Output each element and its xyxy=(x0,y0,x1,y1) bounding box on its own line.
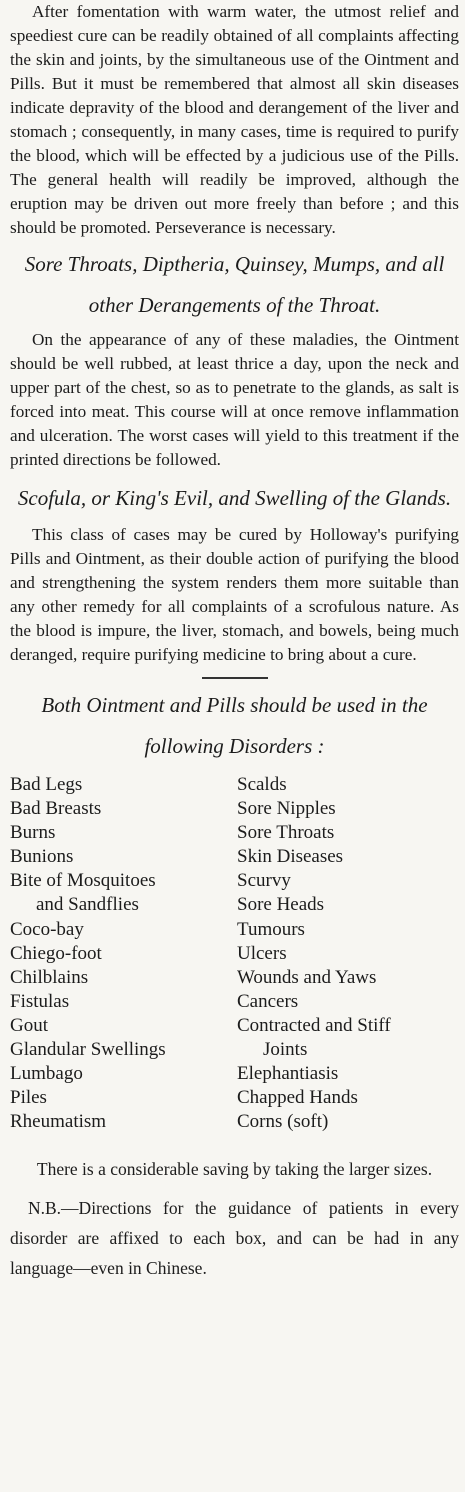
list-item: Scurvy xyxy=(237,870,291,892)
list-item: Bunions xyxy=(10,846,74,868)
list-item: Sore Nipples xyxy=(237,798,336,820)
list-item: Joints xyxy=(263,1039,308,1061)
list-item: Ulcers xyxy=(237,942,287,964)
disorders-list xyxy=(10,773,459,1134)
list-item: Tumours xyxy=(237,918,305,940)
list-item: Lumbago xyxy=(10,1063,83,1085)
section-divider xyxy=(202,677,268,679)
list-item: Scalds xyxy=(237,774,287,795)
list-item: Wounds and Yaws xyxy=(237,966,377,988)
list-item: Bite of Mosquitoes xyxy=(10,870,156,892)
list-item: and Sandflies xyxy=(36,894,139,916)
saving-note: There is a considerable saving by taking the larger sizes. xyxy=(36,1159,433,1180)
list-item: Corns (soft) xyxy=(237,1111,329,1133)
nb-note: N.B.—Directions for the guidance of patients in every disorder are affixed to each box, and can be had in any language—even in Chinese. xyxy=(10,1198,459,1279)
throat-heading: Sore Throats, Diptheria, Quinsey, Mumps, and all other Derangements of the Throat. xyxy=(24,252,445,317)
list-item: Contracted and Stiff xyxy=(237,1014,391,1036)
skin-paragraph: After fomentation with warm water, the utmost relief and speediest cure can be readily obtained of all complaints affecting the skin and joints, by the simultaneous use of the Ointment and Pills. But it must be remembered that almost all skin diseases indicate depravity of the blood and derangement of the liver and stomach ; consequently, in many cases, time is required to purify the blood, which will be effected by a judicious use of the Pills. The general health will readily be improved, although the eruption may be driven out more freely than before ; and this should be promoted. Perseverance is necessary. xyxy=(10,2,459,237)
disorders-right-column xyxy=(237,773,459,1134)
list-item: Burns xyxy=(10,822,56,844)
list-item: Rheumatism xyxy=(10,1111,107,1133)
scrofula-paragraph: This class of cases may be cured by Holloway's purifying Pills and Ointment, as their double action of purifying the blood and strengthening the system renders them more suitable than any other remedy for all complaints of a scrofulous nature. As the blood is impure, the liver, stomach, and bowels, being much deranged, require purifying medicine to bring about a cure. xyxy=(10,525,459,664)
disorders-heading: Both Ointment and Pills should be used in the following Disorders : xyxy=(41,693,428,758)
list-item: Coco-bay xyxy=(10,918,84,940)
list-item: Elephantiasis xyxy=(237,1063,339,1085)
list-item: Fistulas xyxy=(10,990,70,1012)
list-item: Bad Legs xyxy=(10,774,83,795)
list-item: Chapped Hands xyxy=(237,1087,358,1109)
list-item: Skin Diseases xyxy=(237,846,344,868)
list-item: Chilblains xyxy=(10,966,89,988)
disorders-left-column xyxy=(10,773,237,1134)
list-item: Glandular Swellings xyxy=(10,1039,166,1061)
list-item: Chiego-foot xyxy=(10,942,102,964)
list-item: Sore Heads xyxy=(237,894,325,916)
list-item: Sore Throats xyxy=(237,822,335,844)
list-item: Piles xyxy=(10,1087,47,1109)
scrofula-heading: Scofula, or King's Evil, and Swelling of the Glands. xyxy=(17,486,452,510)
list-item: Cancers xyxy=(237,990,299,1012)
list-item: Bad Breasts xyxy=(10,798,102,820)
list-item: Gout xyxy=(10,1014,48,1036)
throat-paragraph: On the appearance of any of these maladies, the Ointment should be well rubbed, at least thrice a day, upon the neck and upper part of the chest, so as to penetrate to the glands, as salt is forced into meat. This course will at once remove inflammation and ulceration. The worst cases will yield to this treatment if the printed directions be followed. xyxy=(10,330,459,469)
